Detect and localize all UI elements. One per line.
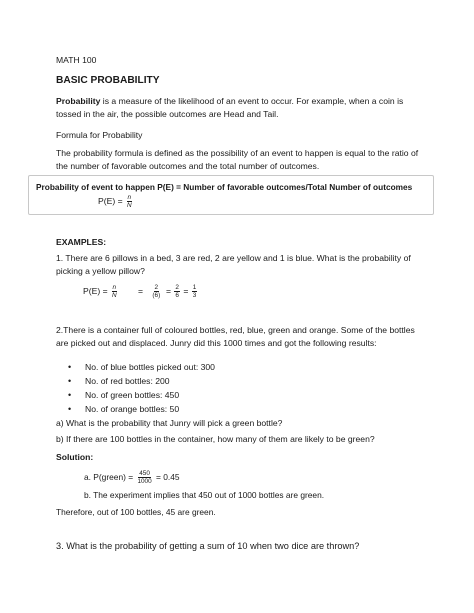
intro-term: Probability xyxy=(56,96,101,106)
bullet-icon: • xyxy=(68,362,72,372)
example1-step-2 xyxy=(138,283,162,299)
example3-number: 3. xyxy=(56,541,64,551)
result-item: No. of red bottles: 200 xyxy=(85,376,170,386)
example3-text: What is the probability of getting a sum of 10 when two dice are thrown? xyxy=(63,541,360,551)
example1-lhs-group xyxy=(83,283,119,299)
answer-a-fraction xyxy=(136,470,152,485)
example1-equals-1: = xyxy=(138,286,144,296)
answer-a-result: = 0.45 xyxy=(156,472,180,482)
result-item: No. of blue bottles picked out: 300 xyxy=(85,362,215,372)
intro-text: is a measure of the likelihood of an event to occur. For example, when a coin is tossed in the air, the possible outcomes are Head and Tail. xyxy=(56,96,404,119)
example2-text: There is a container full of coloured bottles, red, blue, green and orange. Some of the bottles are picked out and displaced. Junry did this 1000 times and got the following results: xyxy=(56,325,415,348)
formula-numerator: n xyxy=(127,194,132,202)
example1-f3-num: 2 xyxy=(175,284,179,292)
example1-lhs: P(E) = xyxy=(83,286,108,296)
conclusion: Therefore, out of 100 bottles, 45 are green. xyxy=(56,507,216,517)
formula-statement: Probability of event to happen P(E) = Number of favorable outcomes/Total Number of outcomes xyxy=(36,182,413,192)
question-b: b) If there are 100 bottles in the container, how many of them are likely to be green? xyxy=(56,434,375,444)
answer-a xyxy=(84,469,180,485)
example1-fraction-3 xyxy=(174,284,180,299)
example1-f3-den: 6 xyxy=(175,292,179,300)
result-item: No. of green bottles: 450 xyxy=(85,390,180,400)
example2-number: 2. xyxy=(56,325,64,335)
answer-a-num: 450 xyxy=(139,470,150,478)
formula-heading: Formula for Probability xyxy=(56,130,143,140)
intro-paragraph xyxy=(56,95,416,121)
formula-box xyxy=(28,175,434,215)
example1-fraction-4 xyxy=(192,284,198,299)
example1-f2-num: 2 xyxy=(154,284,159,292)
example1-step-3 xyxy=(166,283,198,299)
formula-denominator: N xyxy=(126,202,132,210)
solution-label: Solution: xyxy=(56,452,94,462)
example1-fraction-1 xyxy=(111,284,118,299)
example3-question xyxy=(56,540,359,552)
example1-f2-den: (6) xyxy=(152,292,161,300)
examples-heading: EXAMPLES: xyxy=(56,237,107,247)
bullet-icon: • xyxy=(68,404,72,414)
bullet-icon: • xyxy=(68,376,72,386)
formula-paragraph: The probability formula is defined as the possibility of an event to happen is equal to the ratio of the number of favorable outcomes and the total number of outcomes. xyxy=(56,148,419,171)
result-item: No. of orange bottles: 50 xyxy=(85,404,180,414)
answer-a-prefix: a. P(green) = xyxy=(84,472,134,482)
formula-expression xyxy=(98,193,134,209)
example1-fraction-2 xyxy=(151,284,161,299)
example1-equals-3: = xyxy=(183,286,189,296)
example1-question: 1. There are 6 pillows in a bed, 3 are red, 2 are yellow and 1 is blue. What is the probability of picking a yellow pillow? xyxy=(56,253,411,276)
example2-paragraph xyxy=(56,324,424,350)
example1-f4-num: 1 xyxy=(192,284,197,292)
answer-b: b. The experiment implies that 450 out of 1000 bottles are green. xyxy=(84,490,325,500)
example1-f4-den: 3 xyxy=(192,292,197,300)
example1-f1-num: n xyxy=(112,284,117,292)
page-title: BASIC PROBABILITY xyxy=(56,75,160,86)
course-code: MATH 100 xyxy=(56,55,97,65)
formula-fraction xyxy=(126,194,133,209)
answer-a-den: 1000 xyxy=(137,478,152,486)
question-a: a) What is the probability that Junry will pick a green bottle? xyxy=(56,418,283,428)
formula-lhs: P(E) = xyxy=(98,196,123,206)
example1-f1-den: N xyxy=(111,292,117,300)
bullet-icon: • xyxy=(68,390,72,400)
example1-equals-2: = xyxy=(166,286,172,296)
